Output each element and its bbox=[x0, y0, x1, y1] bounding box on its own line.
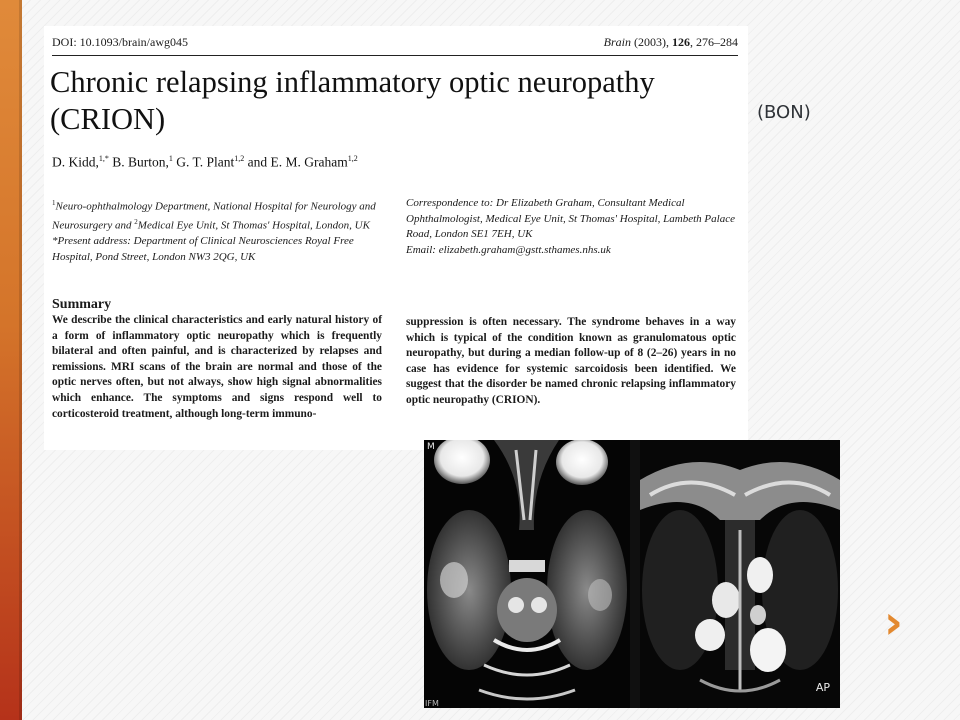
image-marker: IFM bbox=[425, 699, 439, 708]
journal-name: Brain bbox=[603, 35, 631, 49]
mri-coronal-drawing bbox=[640, 440, 840, 708]
slide-accent-bar bbox=[0, 0, 22, 720]
mri-axial-drawing bbox=[424, 440, 630, 708]
author-affil: 1,* bbox=[98, 154, 109, 163]
header-rule bbox=[52, 55, 738, 56]
affil-sup: 1 bbox=[52, 199, 56, 207]
correspondence-block bbox=[406, 196, 741, 258]
author-list bbox=[52, 154, 358, 171]
doi-text: DOI: 10.1093/brain/awg045 bbox=[52, 35, 188, 49]
correspondence-email: Email: elizabeth.graham@gstt.sthames.nhs.uk bbox=[406, 243, 611, 256]
journal-citation bbox=[604, 35, 738, 55]
next-slide-arrow[interactable]: › bbox=[884, 595, 903, 649]
journal-volume: 126 bbox=[672, 35, 690, 49]
paper-header bbox=[52, 35, 738, 55]
affil-sup: 2 bbox=[134, 218, 138, 227]
summary-heading: Summary bbox=[52, 297, 112, 312]
bon-label: (BON) bbox=[757, 102, 811, 123]
affil-text: Medical Eye Unit, St Thomas' Hospital, London, UK bbox=[137, 219, 370, 232]
author-name: G. T. Plant bbox=[172, 154, 235, 170]
image-marker: M bbox=[427, 442, 435, 452]
paper-title: Chronic relapsing inflammatory optic neuropathy (CRION) bbox=[50, 65, 655, 136]
present-address: *Present address: Department of Clinical Neurosciences Royal Free Hospital, Pond Street, London NW3 2QG, UK bbox=[52, 235, 354, 263]
author-name: and E. M. Graham bbox=[244, 154, 348, 170]
author-affil: 1 bbox=[168, 154, 173, 163]
figure-divider bbox=[630, 440, 640, 708]
summary-right-column: suppression is often necessary. The syndrome behaves in a way which is typical of the condition known as granulomatous optic neuropathy, but during a median follow-up of 8 (2–26) years in no case has evidence for systemic sarcoidosis been identified. We suggest that the disorder be named chronic relapsing inflammatory optic neuropathy (CRION). bbox=[406, 316, 736, 406]
affiliations bbox=[52, 196, 392, 265]
journal-year: (2003), bbox=[631, 35, 672, 49]
author-affil: 1,2 bbox=[347, 154, 358, 163]
author-name: B. Burton, bbox=[108, 154, 169, 170]
image-marker: AP bbox=[815, 681, 830, 694]
correspondence-text: Correspondence to: Dr Elizabeth Graham, Consultant Medical Ophthalmologist, Medical Eye Unit, St Thomas' Hospital, Lambeth Palace Road, London SE1 7EH, UK bbox=[406, 197, 735, 240]
paper-excerpt bbox=[44, 26, 748, 450]
affil-text: Neuro-ophthalmology Department, National Hospital for Neurology and Neurosurgery and bbox=[52, 200, 376, 232]
summary-left-column: We describe the clinical characteristics and early natural history of a form of inflammatory optic neuropathy which is frequently bilateral and often painful, and is characterized by relapses and remissions. MRI scans of the brain are normal and those of the optic nerves often, but not always, show high signal abnormalities which enhance. The symptoms and signs respond well to corticosteroid treatment, although long-term immuno- bbox=[52, 314, 382, 420]
mri-axial-image bbox=[424, 440, 630, 708]
mri-coronal-image bbox=[640, 440, 840, 708]
journal-pages: , 276–284 bbox=[690, 35, 738, 49]
author-name: D. Kidd, bbox=[52, 154, 99, 170]
mri-figure bbox=[424, 440, 840, 708]
author-affil: 1,2 bbox=[234, 154, 245, 163]
